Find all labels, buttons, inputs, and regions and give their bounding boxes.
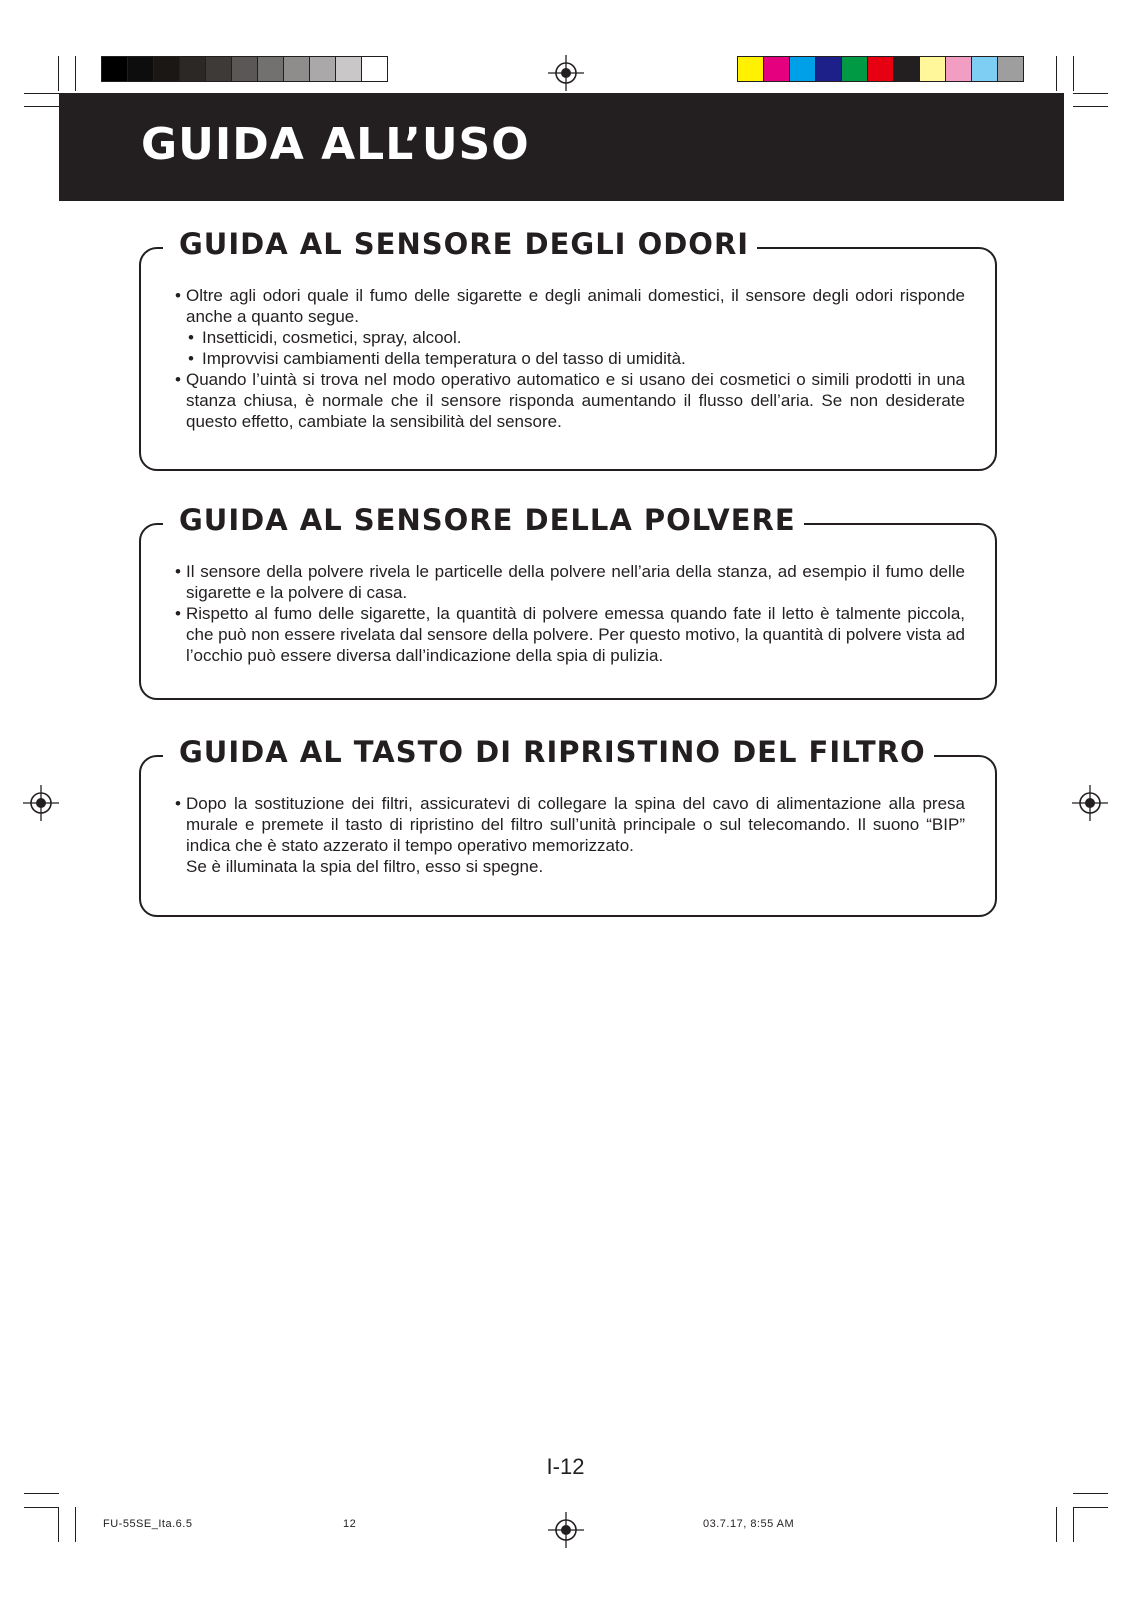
process-color-swatch <box>868 57 894 81</box>
grayscale-swatch <box>102 57 128 81</box>
bullet: • <box>175 286 181 305</box>
bullet: • <box>175 562 181 581</box>
section-body <box>175 561 965 666</box>
crop-mark <box>75 1507 76 1542</box>
section-dust-sensor <box>139 503 997 700</box>
registration-target-icon <box>23 785 59 821</box>
bullet: • <box>175 370 181 389</box>
crop-mark <box>1073 1507 1108 1508</box>
process-color-swatch <box>972 57 998 81</box>
grayscale-swatch <box>258 57 284 81</box>
process-color-swatch <box>816 57 842 81</box>
grayscale-swatch <box>310 57 336 81</box>
crop-mark <box>1073 1493 1108 1494</box>
section-heading: GUIDA AL SENSORE DELLA POLVERE <box>163 501 804 539</box>
section-heading: GUIDA AL SENSORE DEGLI ODORI <box>163 225 757 263</box>
paragraph-text: Rispetto al fumo delle sigarette, la quantità di polvere emessa quando fate il letto è talmente piccola, che può non essere rivelata dal sensore della polvere. Per questo motivo, la quantità di polvere vista ad l’occhio può essere diversa dall’indicazione della spia di pulizia. <box>186 604 965 665</box>
footer-timestamp: 03.7.17, 8:55 AM <box>703 1518 795 1530</box>
grayscale-swatch <box>284 57 310 81</box>
paragraph-text: Quando l’uintà si trova nel modo operativo automatico e si usano dei cosmetici o simili prodotti in una stanza chiusa, è normale che il sensore risponda aumentando il flusso dell’aria. Se non desiderate questo effetto, cambiate la sensibilità del sensore. <box>186 370 965 431</box>
section-body <box>175 285 965 432</box>
section-filter-reset <box>139 735 997 917</box>
process-color-swatch <box>842 57 868 81</box>
crop-mark <box>1073 106 1108 107</box>
crop-mark <box>24 1493 59 1494</box>
bullet-paragraph <box>175 793 965 856</box>
bullet: • <box>175 604 181 623</box>
footer-page: 12 <box>343 1518 357 1530</box>
process-color-swatch <box>738 57 764 81</box>
sub-bullet <box>175 327 965 348</box>
crop-mark <box>75 56 76 91</box>
crop-mark <box>1073 93 1108 94</box>
registration-target-icon <box>1072 785 1108 821</box>
process-color-bar <box>737 56 1024 82</box>
process-color-swatch <box>790 57 816 81</box>
bullet: • <box>175 794 181 813</box>
bullet-paragraph <box>175 369 965 432</box>
crop-mark <box>58 56 59 91</box>
bullet-paragraph <box>175 561 965 603</box>
crop-mark <box>1056 1507 1057 1542</box>
process-color-swatch <box>764 57 790 81</box>
sub-bullet-text: Insetticidi, cosmetici, spray, alcool. <box>202 328 462 347</box>
crop-mark <box>24 93 59 94</box>
bullet: • <box>188 349 194 368</box>
section-heading: GUIDA AL TASTO DI RIPRISTINO DEL FILTRO <box>163 733 934 771</box>
bullet-paragraph <box>175 603 965 666</box>
paragraph-continuation: Se è illuminata la spia del filtro, esso si spegne. <box>186 857 544 876</box>
grayscale-swatch <box>362 57 387 81</box>
section-body <box>175 793 965 877</box>
process-color-swatch <box>920 57 946 81</box>
grayscale-swatch <box>336 57 362 81</box>
process-color-swatch <box>894 57 920 81</box>
registration-target-icon <box>548 1512 584 1548</box>
page-number: I-12 <box>546 1454 585 1479</box>
section-odor-sensor <box>139 227 997 471</box>
footer-file-name: FU-55SE_Ita.6.5 <box>103 1518 193 1530</box>
page-title: GUIDA ALL’USO <box>141 119 530 170</box>
crop-mark <box>1073 56 1074 91</box>
grayscale-swatch <box>128 57 154 81</box>
crop-mark <box>24 1507 59 1508</box>
sub-bullet <box>175 348 965 369</box>
crop-mark <box>1056 56 1057 91</box>
paragraph-text: Il sensore della polvere rivela le particelle della polvere nell’aria della stanza, ad esempio il fumo delle sigarette e la polvere di casa. <box>186 562 965 602</box>
grayscale-swatch <box>206 57 232 81</box>
crop-mark <box>1073 1507 1074 1542</box>
paragraph-text: Dopo la sostituzione dei filtri, assicuratevi di collegare la spina del cavo di alimentazione alla presa murale e premete il tasto di ripristino del filtro sull’unità principale o sul telecomando. Il suono “BIP” indica che è stato azzerato il tempo operativo memorizzato. <box>186 794 965 855</box>
process-color-swatch <box>998 57 1023 81</box>
grayscale-swatch <box>180 57 206 81</box>
bullet: • <box>188 328 194 347</box>
paragraph-text: Oltre agli odori quale il fumo delle sigarette e degli animali domestici, il sensore degli odori risponde anche a quanto segue. <box>186 286 965 326</box>
grayscale-swatch <box>232 57 258 81</box>
registration-target-icon <box>548 55 584 91</box>
bullet-paragraph <box>175 285 965 327</box>
grayscale-color-bar <box>101 56 388 82</box>
crop-mark <box>24 106 59 107</box>
title-banner <box>59 93 1064 201</box>
sub-bullet-text: Improvvisi cambiamenti della temperatura o del tasso di umidità. <box>202 349 686 368</box>
process-color-swatch <box>946 57 972 81</box>
grayscale-swatch <box>154 57 180 81</box>
crop-mark <box>58 1507 59 1542</box>
